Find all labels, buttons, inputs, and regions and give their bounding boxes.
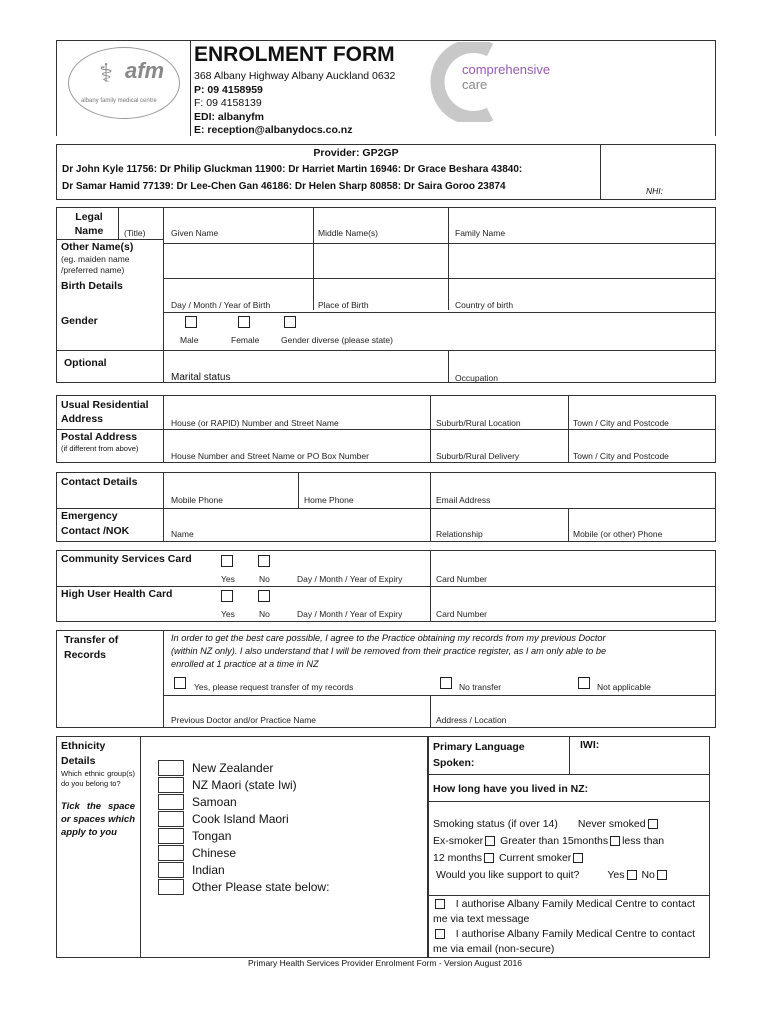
ex-smoker-checkbox[interactable] — [485, 836, 495, 846]
transfer-records-label: Transfer of Records — [64, 634, 119, 661]
transfer-text-2: (within NZ only). I also understand that I will be removed from their practice register, as I am only able to be — [171, 646, 607, 656]
previous-address-label: Address / Location — [436, 715, 507, 725]
ethnicity-option-label: Other Please state below: — [192, 880, 330, 894]
title-field-label: (Title) — [124, 228, 146, 238]
comprehensive-care-logo — [430, 42, 580, 122]
quit-no-checkbox[interactable] — [657, 870, 667, 880]
quit-support-label: Would you like support to quit? — [436, 869, 580, 881]
provider-doctors-2: Dr Samar Hamid 77139: Dr Lee-Chen Gan 46186: Dr Helen Sharp 80858: Dr Saira Goroo 23874 — [62, 181, 506, 192]
no-transfer-label: No transfer — [459, 682, 502, 692]
female-label: Female — [231, 335, 260, 345]
quit-yes-label: Yes — [607, 869, 625, 881]
no-transfer-checkbox[interactable] — [440, 677, 452, 689]
ethnicity-option-label: NZ Maori (state Iwi) — [192, 778, 297, 792]
logo-mark: afm — [125, 58, 165, 83]
form-title: ENROLMENT FORM — [194, 43, 395, 66]
gender-female-checkbox[interactable] — [238, 316, 250, 328]
12-months-label: 12 months — [433, 852, 483, 864]
contact-details-label: Contact Details — [61, 476, 138, 488]
footer-version: Primary Health Services Provider Enrolment Form - Version August 2016 — [247, 958, 522, 968]
place-of-birth-label: Place of Birth — [318, 300, 369, 310]
auth-section — [433, 897, 701, 957]
ethnicity-option-label: New Zealander — [192, 761, 274, 775]
csc-yes-label: Yes — [221, 574, 235, 584]
auth-text-label: I authorise Albany Family Medical Centre to contact me via text message — [433, 898, 696, 925]
smoking-status-label: Smoking status (if over 14) — [433, 818, 558, 830]
given-name-label: Given Name — [171, 228, 219, 238]
transfer-consent-text — [171, 632, 606, 671]
csc-no-checkbox[interactable] — [258, 555, 270, 567]
never-smoked-label: Never smoked — [577, 818, 646, 830]
ethnicity-option-label: Cook Island Maori — [192, 812, 289, 826]
practice-phone: P: 09 4158959 — [194, 83, 263, 96]
auth-text-checkbox[interactable] — [435, 899, 445, 909]
current-smoker-checkbox[interactable] — [573, 853, 583, 863]
current-smoker-label: Current smoker — [498, 852, 572, 864]
postal-town-label: Town / City and Postcode — [573, 451, 669, 461]
usual-address-label: Usual Residential Address — [61, 399, 149, 425]
ex-smoker-label: Ex-smoker — [433, 835, 484, 847]
provider-title: Provider: GP2GP — [313, 147, 399, 159]
other-names-label: Other Name(s) — [61, 241, 134, 253]
ethnicity-option-label: Samoan — [192, 795, 237, 809]
csc-expiry-label: Day / Month / Year of Expiry — [297, 574, 403, 584]
huhc-no-label: No — [259, 609, 270, 619]
nz-residency-label: How long have you lived in NZ: — [433, 783, 589, 795]
ethnicity-option-label: Indian — [192, 863, 225, 877]
nok-phone-label: Mobile (or other) Phone — [573, 529, 663, 539]
optional-label: Optional — [64, 357, 107, 369]
email-address-label: Email Address — [436, 495, 491, 505]
transfer-yes-checkbox[interactable] — [174, 677, 186, 689]
practice-logo — [68, 47, 180, 119]
male-label: Male — [180, 335, 199, 345]
mobile-phone-label: Mobile Phone — [171, 495, 223, 505]
quit-no-label: No — [641, 869, 655, 881]
logo-figure-icon: ⚕ — [99, 58, 114, 88]
ethnicity-instruction: Tick the space or spaces which apply to you — [61, 801, 135, 838]
csc-yes-checkbox[interactable] — [221, 555, 233, 567]
ethnicity-option-label: Tongan — [192, 829, 232, 843]
practice-address: 368 Albany Highway Albany Auckland 0632 — [194, 70, 396, 82]
practice-edi: EDI: albanyfm — [194, 110, 265, 123]
transfer-text-1: In order to get the best care possible, I agree to the Practice obtaining my records from my previous Doctor — [171, 633, 606, 643]
emergency-contact-label: Emergency Contact /NOK — [61, 510, 130, 537]
dob-label: Day / Month / Year of Birth — [171, 300, 271, 310]
ethnicity-question: Which ethnic group(s) do you belong to? — [61, 769, 135, 788]
house-street-label: House (or RAPID) Number and Street Name — [171, 418, 339, 428]
quit-yes-checkbox[interactable] — [627, 870, 637, 880]
smoking-section — [433, 816, 705, 884]
provider-doctors-1: Dr John Kyle 11756: Dr Philip Gluckman 11900: Dr Harriet Martin 16946: Dr Grace Beshara 43840: — [62, 164, 523, 175]
personal-details-box — [56, 207, 716, 383]
huhc-yes-checkbox[interactable] — [221, 590, 233, 602]
ethnicity-label: Ethnicity Details — [61, 740, 106, 767]
brand-line1: comprehensive — [462, 62, 551, 77]
practice-email: E: reception@albanydocs.co.nz — [194, 124, 353, 136]
huhc-no-checkbox[interactable] — [258, 590, 270, 602]
marital-status-label: Marital status — [171, 372, 231, 383]
previous-doctor-label: Previous Doctor and/or Practice Name — [171, 715, 317, 725]
greater-15months-checkbox[interactable] — [610, 836, 620, 846]
birth-details-label: Birth Details — [61, 280, 123, 292]
csc-label: Community Services Card — [61, 553, 192, 565]
csc-number-label: Card Number — [436, 574, 488, 584]
country-of-birth-label: Country of birth — [455, 300, 514, 310]
ethnicity-option-label: Chinese — [192, 846, 237, 860]
practice-fax: F: 09 4158139 — [194, 97, 262, 109]
never-smoked-checkbox[interactable] — [648, 819, 658, 829]
not-applicable-checkbox[interactable] — [578, 677, 590, 689]
auth-email-label: I authorise Albany Family Medical Centre to contact me via email (non-secure) — [433, 928, 696, 955]
legal-name-label: Legal Name — [74, 211, 104, 237]
postal-house-label: House Number and Street Name or PO Box Number — [171, 451, 369, 461]
practice-contact — [194, 70, 395, 138]
iwi-label: IWI: — [580, 739, 600, 751]
nok-relationship-label: Relationship — [436, 529, 483, 539]
csc-no-label: No — [259, 574, 270, 584]
gender-diverse-label: Gender diverse (please state) — [281, 335, 393, 345]
postal-address-label: Postal Address — [61, 431, 138, 443]
huhc-expiry-label: Day / Month / Year of Expiry — [297, 609, 403, 619]
huhc-number-label: Card Number — [436, 609, 488, 619]
home-phone-label: Home Phone — [304, 495, 354, 505]
nhi-label: NHI: — [646, 186, 663, 196]
greater-15months-label: Greater than 15months — [500, 835, 609, 847]
gender-male-checkbox[interactable] — [185, 316, 197, 328]
gender-label: Gender — [61, 315, 98, 327]
town-postcode-label: Town / City and Postcode — [573, 418, 669, 428]
postal-suburb-label: Suburb/Rural Delivery — [436, 451, 520, 461]
transfer-yes-label: Yes, please request transfer of my records — [194, 682, 354, 692]
transfer-text-3: enrolled at 1 practice at a time in NZ — [171, 659, 319, 669]
nok-name-label: Name — [171, 529, 194, 539]
huhc-label: High User Health Card — [61, 588, 173, 600]
auth-email-checkbox[interactable] — [435, 929, 445, 939]
gender-diverse-checkbox[interactable] — [284, 316, 296, 328]
huhc-yes-label: Yes — [221, 609, 235, 619]
not-applicable-label: Not applicable — [597, 682, 651, 692]
postal-hint: (if different from above) — [61, 444, 139, 453]
occupation-label: Occupation — [455, 373, 498, 383]
logo-text: albany family medical centre — [81, 98, 157, 104]
brand-line2: care — [462, 77, 488, 92]
less-than-label: less than — [622, 835, 665, 847]
middle-names-label: Middle Name(s) — [318, 228, 378, 238]
primary-language-label: Primary Language Spoken: — [433, 741, 525, 769]
less-12months-checkbox[interactable] — [484, 853, 494, 863]
other-names-hint: (eg. maiden name /preferred name) — [61, 254, 130, 275]
family-name-label: Family Name — [455, 228, 506, 238]
suburb-label: Suburb/Rural Location — [436, 418, 521, 428]
